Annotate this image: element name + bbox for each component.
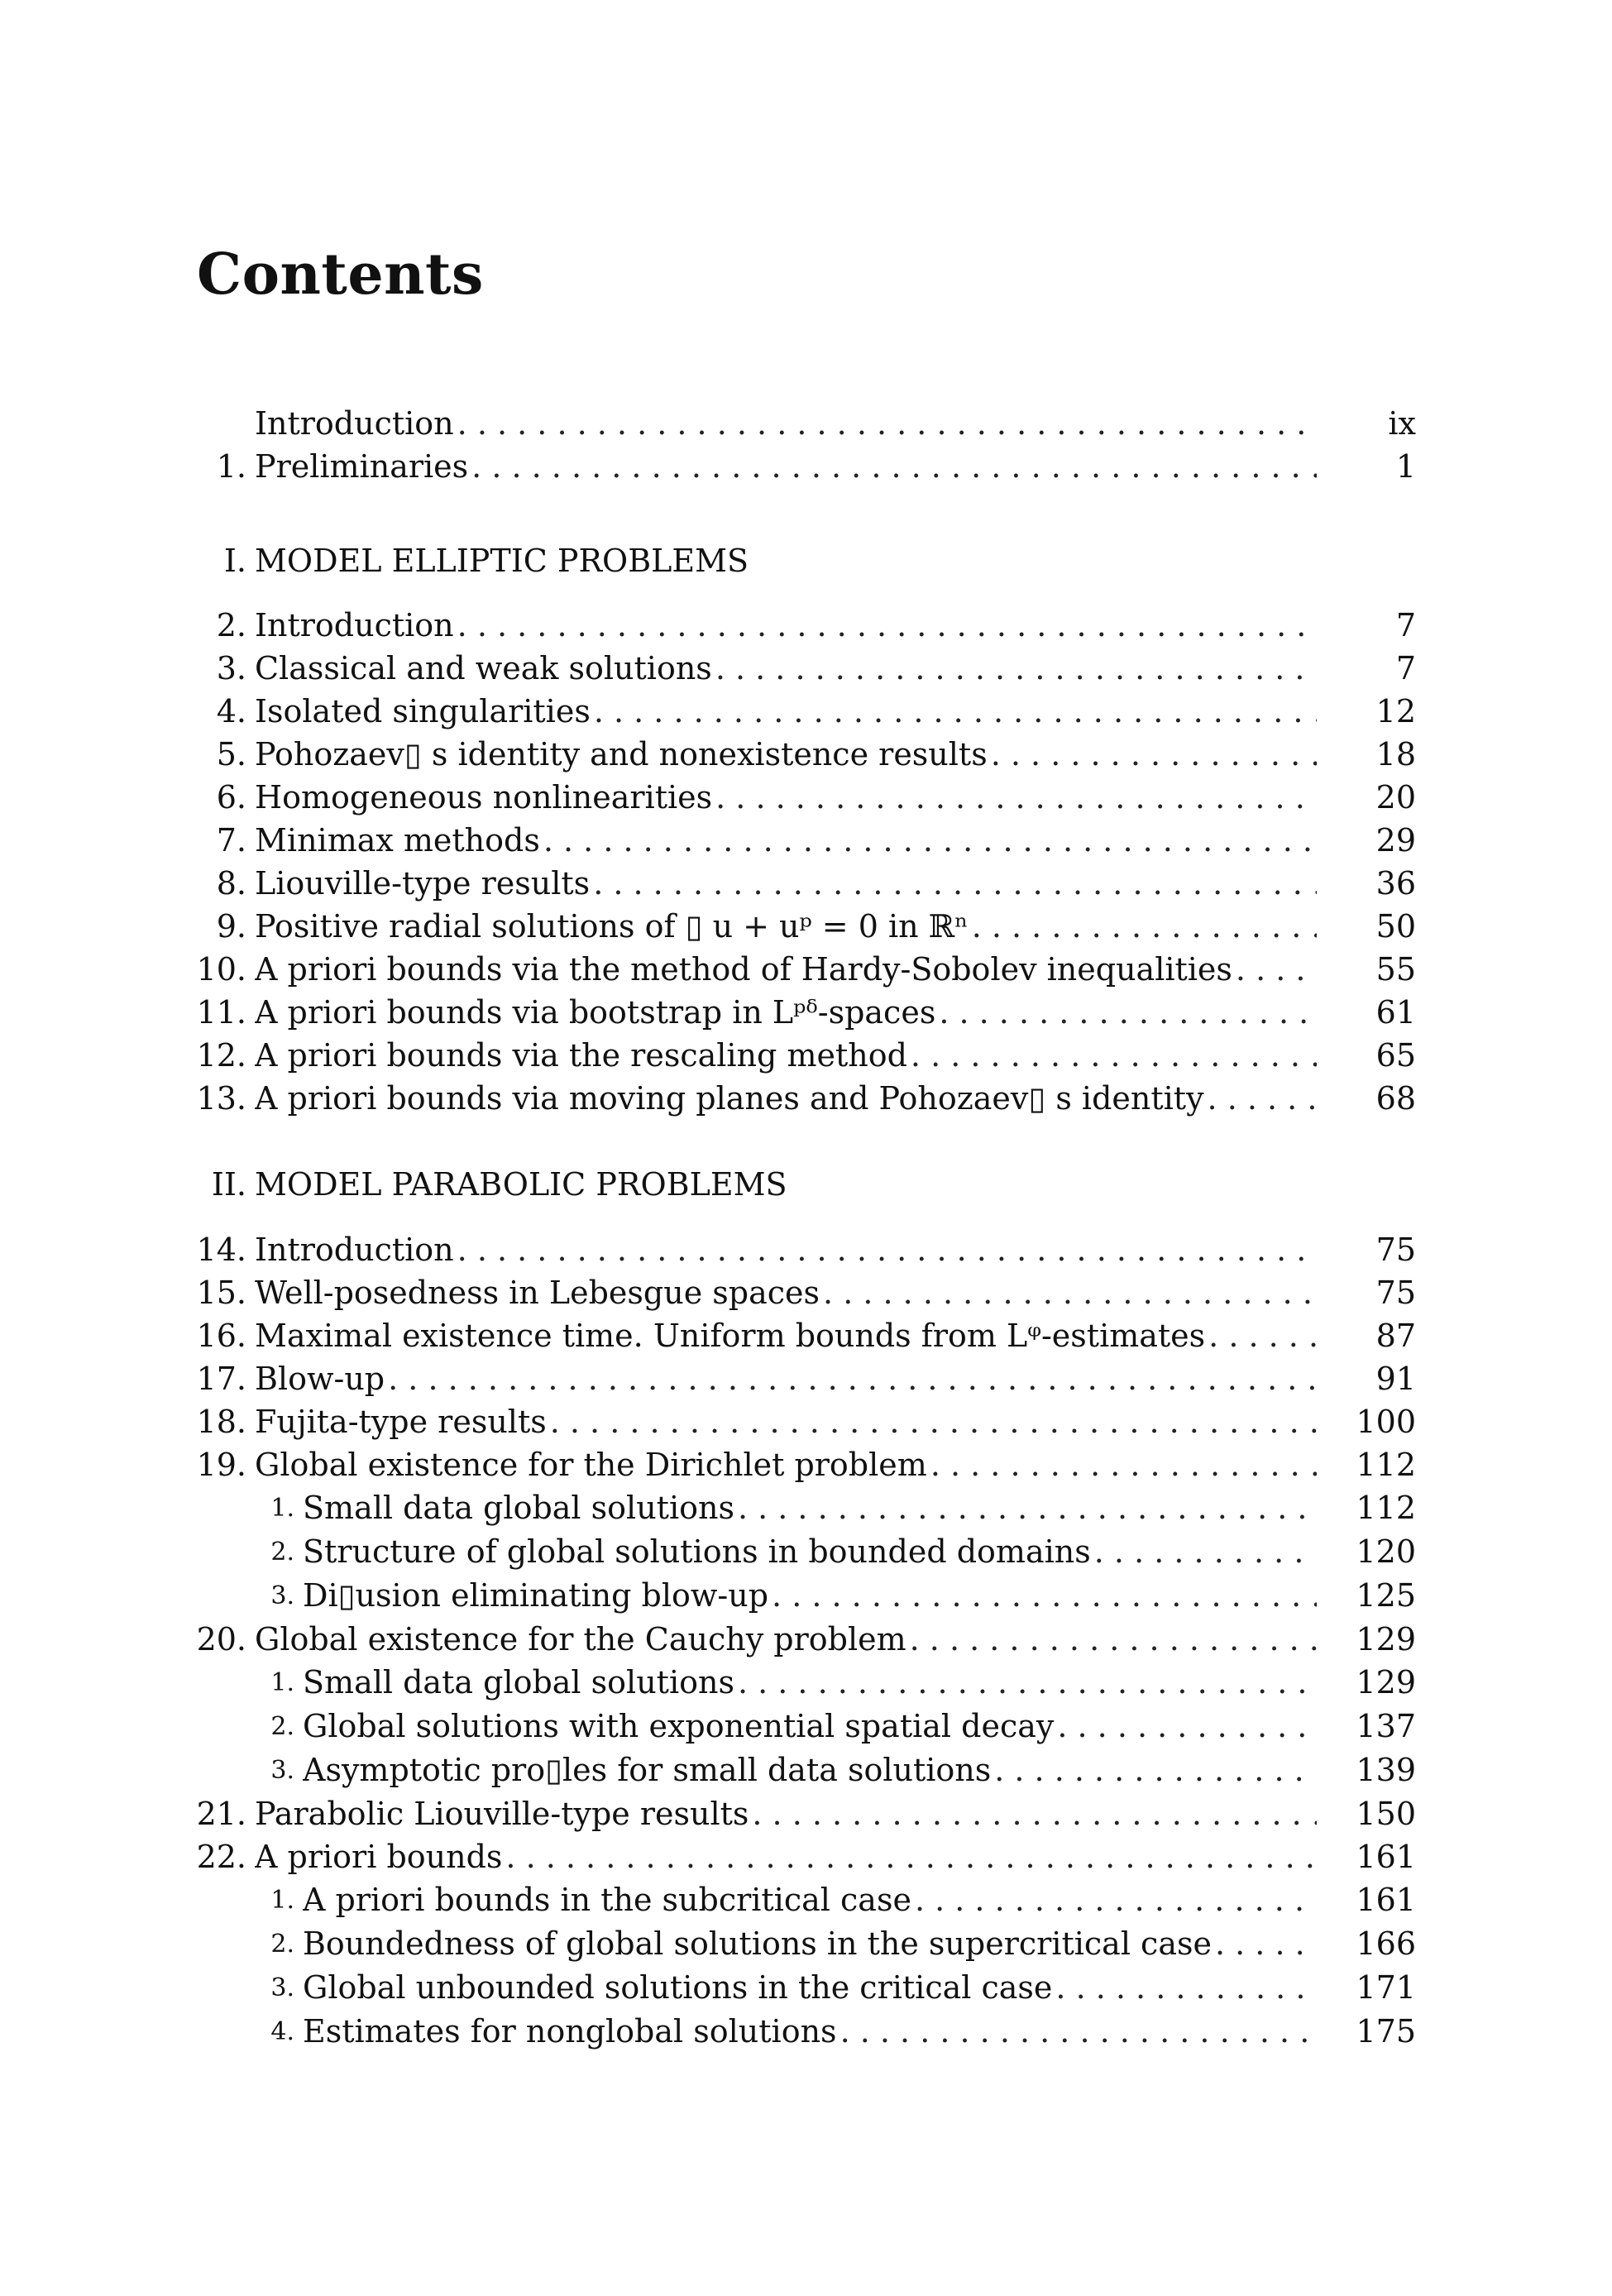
page-number: 166 [1356,1925,1416,1962]
page-number: 112 [1356,1447,1416,1483]
entry-number: 9. [216,908,246,945]
dot-leader [715,647,1317,690]
entry-title-line [255,1077,1317,1120]
page-number: 75 [1375,1275,1416,1311]
part-title: MODEL PARABOLIC PROBLEMS [255,1166,787,1203]
entry-number: 4. [216,693,246,729]
page-number: 68 [1375,1080,1416,1117]
entry-title: Fujita-type results [255,1404,547,1440]
dot-leader [930,1443,1317,1486]
page-number: 20 [1375,779,1416,816]
entry-number: 6. [216,779,246,816]
entry-number: 4. [270,2017,294,2046]
page-number: 120 [1356,1533,1416,1570]
entry-title-line [255,1357,1317,1400]
entry-title: Preliminaries [255,448,469,485]
entry-title-line [303,1878,1317,1922]
entry-title-line [303,1748,1317,1792]
entry-title-line [255,948,1317,991]
dot-leader [388,1357,1317,1400]
toc-entry[interactable] [192,948,1416,991]
dot-leader [1215,1922,1317,1966]
dot-leader [910,1618,1317,1661]
entry-title: A priori bounds via the method of Hardy-Sobolev inequalities [255,951,1232,988]
toc-entry[interactable] [192,905,1416,948]
entry-title: Global unbounded solutions in the critical case [303,1969,1053,2006]
page-number: 65 [1375,1037,1416,1074]
entry-title: Global existence for the Cauchy problem [255,1621,906,1657]
toc-entry[interactable] [192,1792,1416,1835]
entry-number: 1. [270,1886,294,1915]
part-2-heading [192,1163,1416,1206]
toc-entry[interactable] [192,1835,1416,1878]
entry-number: 2. [270,1712,294,1741]
dot-leader [1208,1077,1317,1120]
entry-number: 3. [270,1973,294,2002]
page-number: 137 [1356,1708,1416,1744]
toc-entry[interactable] [192,445,1416,488]
entry-title-line [303,1661,1317,1705]
entry-number: 3. [270,1756,294,1785]
part-number: II. [211,1166,246,1203]
toc-entry[interactable] [192,690,1416,733]
entry-title-line [255,1314,1317,1357]
toc-subentry[interactable] [192,1966,1416,2010]
part-number: I. [223,543,246,579]
entry-title-line [255,819,1317,862]
dot-leader [823,1271,1317,1314]
entry-title-line [255,1835,1317,1878]
entry-number: 1. [270,1494,294,1523]
entry-number: 22. [196,1839,246,1875]
entry-title: Estimates for nonglobal solutions [303,2013,837,2050]
toc-part-2 [192,1228,1416,2054]
entry-title-line [255,402,1317,445]
entry-title-line [303,1922,1317,1966]
page-number: 50 [1375,908,1416,945]
entry-title-line [255,991,1317,1034]
entry-title: Well-posedness in Lebesgue spaces [255,1275,820,1311]
page-number: 125 [1356,1577,1416,1614]
entry-title: Maximal existence time. Uniform bounds from Lᵠ-estimates [255,1318,1206,1354]
entry-title: Introduction [255,1232,454,1268]
toc-entry[interactable] [192,776,1416,819]
toc-entry[interactable] [192,1443,1416,1486]
entry-title: Small data global solutions [303,1664,734,1700]
entry-title-line [255,445,1317,488]
dot-leader [593,862,1317,905]
entry-title: Isolated singularities [255,693,591,729]
toc-entry[interactable] [192,1314,1416,1357]
entry-title: A priori bounds via moving planes and Pohozaev▯ s identity [255,1080,1204,1117]
entry-number: 13. [196,1080,246,1117]
entry-title-line [255,647,1317,690]
dot-leader [457,402,1317,445]
page-number: 29 [1375,822,1416,859]
entry-number: 10. [196,951,246,988]
toc-entry[interactable] [192,402,1416,445]
entry-title-line [255,905,1317,948]
page-number: ix [1388,405,1416,442]
dot-leader [911,1034,1317,1077]
dot-leader [991,733,1317,776]
entry-title: Classical and weak solutions [255,650,712,686]
entry-title: Minimax methods [255,822,540,859]
dot-leader [738,1486,1317,1530]
dot-leader [1208,1314,1317,1357]
toc-subentry[interactable] [192,1878,1416,1922]
page-number: 12 [1375,693,1416,729]
entry-title: A priori bounds [255,1839,503,1875]
toc-entry[interactable] [192,991,1416,1034]
toc-entry[interactable] [192,647,1416,690]
toc-entry[interactable] [192,1618,1416,1661]
entry-title-line [303,2010,1317,2054]
entry-number: 19. [196,1447,246,1483]
entry-number: 2. [216,607,246,643]
entry-title: Homogeneous nonlinearities [255,779,713,816]
entry-number: 1. [270,1668,294,1697]
entry-number: 11. [196,994,246,1031]
entry-title-line [255,862,1317,905]
page-number: 61 [1375,994,1416,1031]
page-number: 87 [1375,1318,1416,1354]
entry-title: A priori bounds in the subcritical case [303,1882,911,1918]
dot-leader [738,1661,1317,1705]
toc-entry[interactable] [192,1357,1416,1400]
dot-leader [972,905,1317,948]
dot-leader [471,445,1317,488]
page-number: 161 [1356,1839,1416,1875]
part-title: MODEL ELLIPTIC PROBLEMS [255,543,749,579]
toc-subentry[interactable] [192,2010,1416,2054]
page-number: 18 [1375,736,1416,773]
dot-leader [457,1228,1317,1271]
toc-subentry[interactable] [192,1486,1416,1530]
dot-leader [752,1792,1317,1835]
entry-title-line [255,733,1317,776]
entry-number: 18. [196,1404,246,1440]
toc-entry[interactable] [192,733,1416,776]
dot-leader [594,690,1317,733]
entry-title-line [303,1530,1317,1574]
entry-title: A priori bounds via the rescaling method [255,1037,907,1074]
entry-title-line [303,1486,1317,1530]
dot-leader [715,776,1317,819]
part-1-heading [192,539,1416,582]
dot-leader [994,1748,1317,1792]
entry-number: 15. [196,1275,246,1311]
entry-title-line [255,1618,1317,1661]
entry-title: Parabolic Liouville-type results [255,1796,749,1832]
entry-title-line [255,1400,1317,1443]
toc-entry[interactable] [192,862,1416,905]
dot-leader [1236,948,1317,991]
dot-leader [457,604,1317,647]
page-number: 175 [1356,2013,1416,2050]
entry-title-line [255,1443,1317,1486]
page-number: 129 [1356,1621,1416,1657]
page-number: 171 [1356,1969,1416,2006]
page-number: 7 [1395,607,1416,643]
page-number: 36 [1375,865,1416,902]
toc-subentry[interactable] [192,1922,1416,1966]
page-number: 55 [1375,951,1416,988]
entry-title: Introduction [255,607,454,643]
entry-title-line [303,1574,1317,1618]
entry-number: 21. [196,1796,246,1832]
entry-title: Structure of global solutions in bounded domains [303,1533,1091,1570]
page-number: 161 [1356,1882,1416,1918]
page-number: 129 [1356,1664,1416,1700]
page-number: 75 [1375,1232,1416,1268]
entry-title: Small data global solutions [303,1490,734,1526]
entry-title-line [255,1228,1317,1271]
page-number: 100 [1356,1404,1416,1440]
entry-title: Liouville-type results [255,865,591,902]
entry-number: 2. [270,1930,294,1959]
toc-front-matter [192,402,1416,488]
entry-title-line [255,1792,1317,1835]
toc-part-1 [192,604,1416,1120]
entry-number: 7. [216,822,246,859]
dot-leader [915,1878,1317,1922]
entry-number: 12. [196,1037,246,1074]
entry-title: Global solutions with exponential spatial decay [303,1708,1055,1744]
dot-leader [840,2010,1317,2054]
entry-title-line [303,1705,1317,1748]
toc-subentry[interactable] [192,1748,1416,1792]
dot-leader [1094,1530,1317,1574]
entry-title: Pohozaev▯ s identity and nonexistence results [255,736,988,773]
entry-title-line [303,1966,1317,2010]
entry-title: Di▯usion eliminating blow-up [303,1577,769,1614]
toc-entry[interactable] [192,604,1416,647]
page-number: 1 [1395,448,1416,485]
entry-number: 5. [216,736,246,773]
entry-title-line [255,1271,1317,1314]
toc-entry[interactable] [192,1400,1416,1443]
toc-entry[interactable] [192,1228,1416,1271]
toc-subentry[interactable] [192,1574,1416,1618]
entry-number: 16. [196,1318,246,1354]
entry-number: 3. [270,1581,294,1610]
entry-number: 8. [216,865,246,902]
toc-entry[interactable] [192,819,1416,862]
entry-number: 3. [216,650,246,686]
toc-entry[interactable] [192,1034,1416,1077]
entry-title: Positive radial solutions of ▯ u + uᵖ = 0 in ℝⁿ [255,908,969,945]
entry-number: 20. [196,1621,246,1657]
page-number: 139 [1356,1752,1416,1788]
entry-title-line [255,690,1317,733]
dot-leader [550,1400,1317,1443]
entry-number: 14. [196,1232,246,1268]
toc-subentry[interactable] [192,1661,1416,1705]
page-number: 91 [1375,1361,1416,1397]
dot-leader [1055,1966,1317,2010]
page-number: 112 [1356,1490,1416,1526]
dot-leader [505,1835,1317,1878]
toc-subentry[interactable] [192,1530,1416,1574]
dot-leader [1057,1705,1317,1748]
entry-title: Global existence for the Dirichlet problem [255,1447,927,1483]
page-number: 150 [1356,1796,1416,1832]
entry-title: Introduction [255,405,454,442]
entry-title: Asymptotic pro▯les for small data solutions [303,1752,992,1788]
entry-number: 2. [270,1538,294,1567]
dot-leader [772,1574,1317,1618]
dot-leader [543,819,1317,862]
entry-title: A priori bounds via bootstrap in Lᵖᵟ-spaces [255,994,936,1031]
entry-title-line [255,776,1317,819]
toc-subentry[interactable] [192,1705,1416,1748]
toc-entry[interactable] [192,1271,1416,1314]
entry-title: Blow-up [255,1361,385,1397]
toc-entry[interactable] [192,1077,1416,1120]
entry-title-line [255,604,1317,647]
entry-title-line [255,1034,1317,1077]
entry-number: 17. [196,1361,246,1397]
page-title: Contents [197,242,484,308]
page-number: 7 [1395,650,1416,686]
dot-leader [939,991,1317,1034]
entry-number: 1. [216,448,246,485]
entry-title: Boundedness of global solutions in the supercritical case [303,1925,1212,1962]
